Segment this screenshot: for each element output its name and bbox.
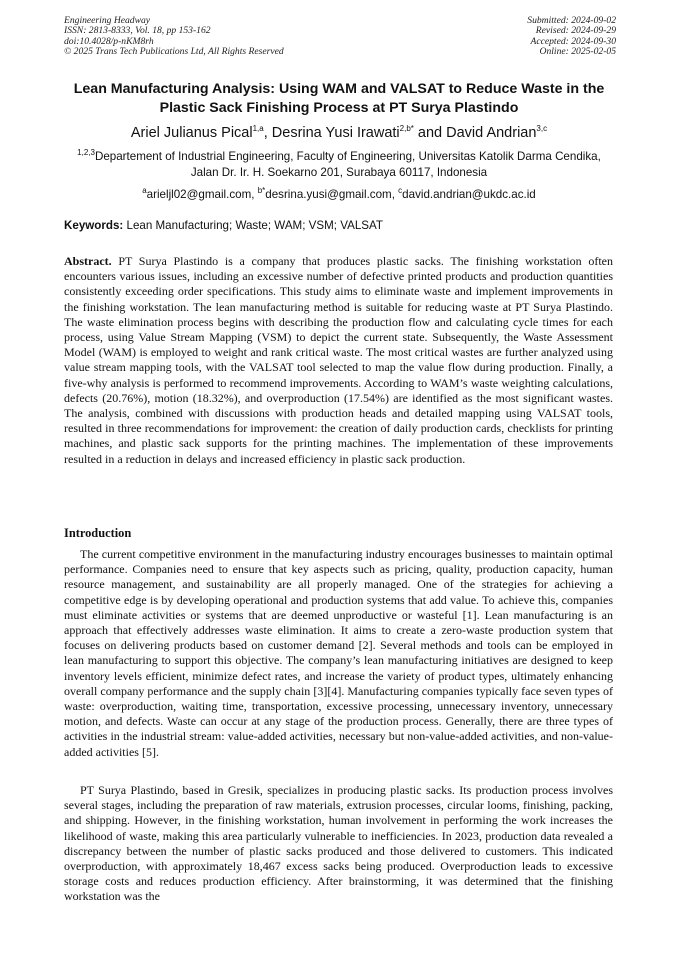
keywords [64,218,616,234]
abstract-label: Abstract. [64,254,112,268]
email-sup: c [398,186,403,196]
email-link[interactable]: david.andrian@ukdc.ac.id [402,188,536,201]
author-separator: , [263,125,272,141]
copyright: © 2025 Trans Tech Publications Ltd, All Rights Reserved [64,46,284,58]
email-link[interactable]: arieljl02@gmail.com [146,188,252,201]
paper-title: Lean Manufacturing Analysis: Using WAM and VALSAT to Reduce Waste in the Plastic Sack Finishing Process at PT Surya Plastindo [73,81,605,116]
author-name: Ariel Julianus Pical [130,125,253,141]
doi: doi:10.4028/p-nKM8rh [64,35,154,47]
journal-info [64,16,284,58]
email-link[interactable]: desrina.yusi@gmail.com [265,188,392,201]
revised-date: Revised: 2024-09-29 [535,25,616,37]
intro-paragraph: The current competitive environment in the manufacturing industry encourages businesses to maintain optimal performance. Companies need to ensure that key aspects such as pricing, quality, production capacity, human resource management, and sustainability are all properly managed. One of the strategies for achieving a competitive edge is by developing operational and production systems that add value. To achieve this, companies must eliminate activities or systems that are deemed unproductive or wasteful [1]. Lean manufacturing is an approach that effectively addresses waste elimination. It aims to create a zero-waste production system that focuses on delivering products based on customer demand [2]. Several methods and tools can be employed in lean manufacturing to support this objective. The company’s lean manufacturing initiatives are designed to keep inventory levels efficient, minimize defect rates, and increase the variety of product types, ultimately enhancing overall company performance and the supply chain [3][4]. Manufacturing companies typically face seven types of waste: overproduction, waiting time, transportation, excessive processing, unnecessary inventory, unnecessary motion, and defects. Waste can occur at any stage of the production process. Generally, there are three types of activities in the industrial stream: value-added activities, necessary but non-value-added activities, and non-value-added activities [5]. [64,547,613,759]
email-sup: b* [257,186,266,196]
abstract-text: PT Surya Plastindo is a company that produces plastic sacks. The finishing workstation often encounters various issues, including an excessive number of defective printed products and production quantities consistently exceeding order specifications. This study aims to eliminate waste and implement improvements in the finishing workstation. The lean manufacturing method is suitable for reducing waste at PT Surya Plastindo. The waste elimination process begins with describing the production flow and calculating cycle times for each process, using Value Stream Mapping (VSM) to depict the current state. Subsequently, the Waste Assessment Model (WAM) is employed to weight and rank critical waste. The most critical wastes are further analyzed using value stream mapping tools, with the VALSAT tool selected to map the value flow during production. Finally, a five-why analysis is performed to recommend improvements. According to WAM’s waste weighting calculations, defects (20.76%), motion (18.32%), and overproduction (17.54%) are identified as the most significant wastes. The analysis, combined with discussions with production heads and detailed mapping using VALSAT tools, resulted in three recommendations for improvement: the creation of daily production cards, checklists for printing machines, and plastic sack supports for the printing machines. The implementation of these improvements resulted in a reduction in delays and increased efficiency in plastic sack production. [64,254,614,466]
author-sup: 3,c [536,124,548,134]
submitted-date: Submitted: 2024-09-02 [527,15,616,26]
author-name: David Andrian [446,125,537,141]
author-name: Desrina Yusi Irawati [271,125,400,141]
affiliation-text: Departement of Industrial Engineering, Faculty of Engineering, Universitas Katolik Darma Cendika, Jalan Dr. Ir. H. Soekarno 201, Surabaya 60117, Indonesia [94,150,601,179]
author-emails: $^a$arieljl02@gmail.com, $^{b*}$desrina.yusi@gmail.com, $^c$david.andrian@ukdc.ac.id [142,186,536,201]
author-separator: and [413,125,447,141]
author-list [60,124,618,142]
affiliation-sup: 1,2,3 [77,148,95,158]
section-heading-introduction: Introduction [64,526,132,540]
author-sup: 2,b* [399,124,414,134]
abstract [64,254,613,467]
keywords-label: Keywords: [64,219,124,232]
keywords-text: Lean Manufacturing; Waste; WAM; VSM; VALSAT [126,219,383,232]
email-sup: a [142,186,147,196]
journal-name: Engineering Headway [64,15,151,26]
author-sup: 1,a [252,124,264,134]
accepted-date: Accepted: 2024-09-30 [530,35,616,47]
intro-paragraph: PT Surya Plastindo, based in Gresik, specializes in producing plastic sacks. Its production process involves several stages, including the preparation of raw materials, extrusion processes, circular looms, finishing, packing, and shipping. However, in the finishing workstation, human involvement in performing the work increases the likelihood of waste, making this area particularly vulnerable to inefficiencies. In 2023, production data revealed a discrepancy between the number of plastic sacks produced and those delivered to customers. This indicated overproduction, with approximately 18,467 excess sacks being produced. Overproduction leads to excessive storage costs and reduces production efficiency. After brainstorming, it was determined that the finishing workstation was the [64,783,613,904]
publication-dates [527,16,616,58]
issn-volume: ISSN: 2813-8333, Vol. 18, pp 153-162 [64,25,211,37]
online-date: Online: 2025-02-05 [539,46,616,58]
affiliation [72,149,606,181]
